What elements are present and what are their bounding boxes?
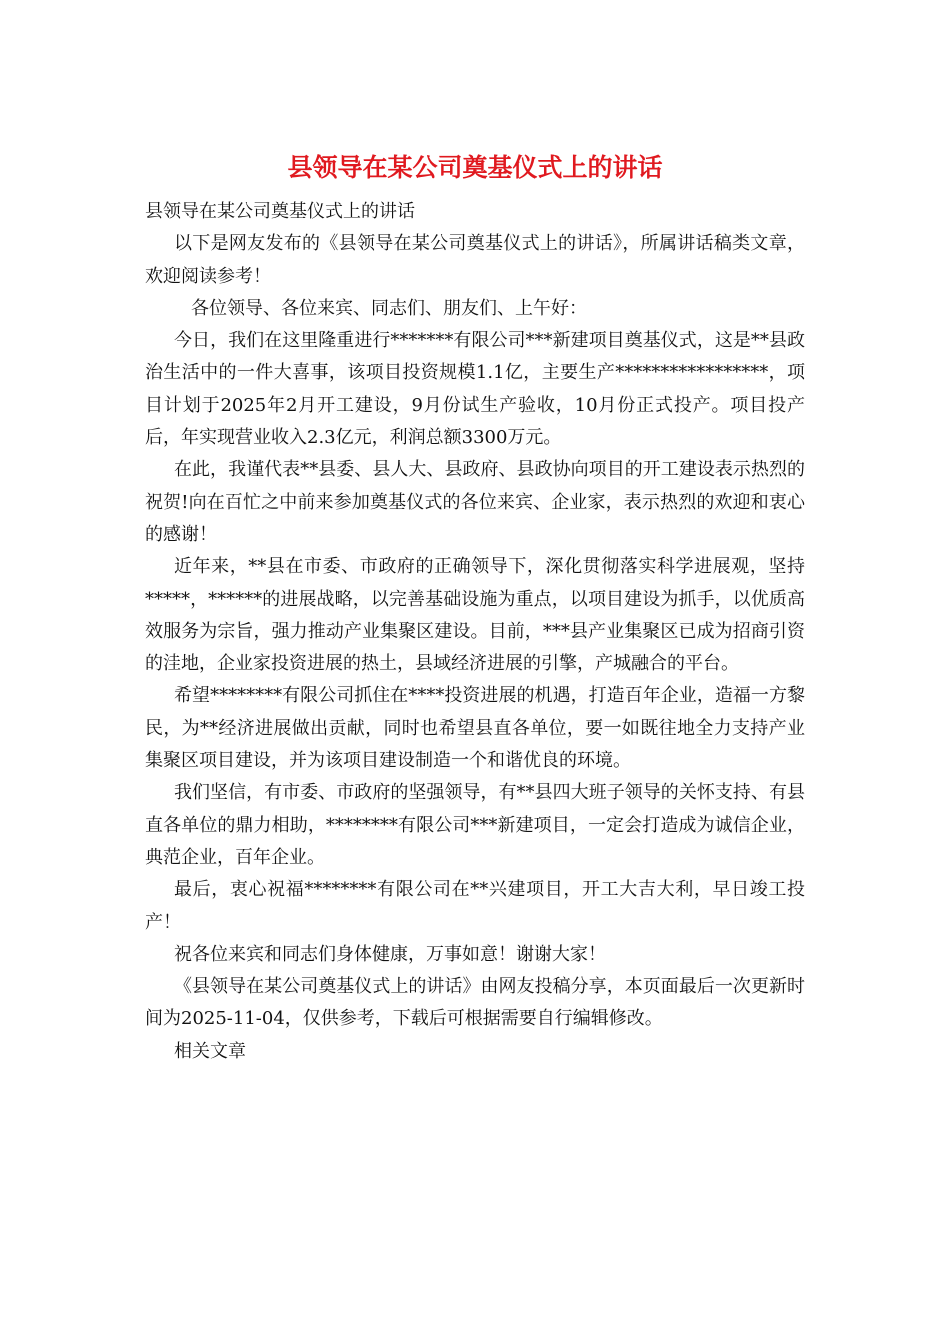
body-paragraph: 今日，我们在这里隆重进行*******有限公司***新建项目奠基仪式，这是**县政治生活中的一件大喜事，该项目投资规模1.1亿，主要生产*****************，项目计划于2025年2月开工建设，9月份试生产验收，10月份正式投产。项目投产后，年实现营业收入2.3亿元，利润总额3300万元。 <box>145 330 805 449</box>
document-subtitle: 县领导在某公司奠基仪式上的讲话 <box>145 201 415 222</box>
body-paragraph: 近年来，**县在市委、市政府的正确领导下，深化贯彻落实科学进展观，坚持*****，******的进展战略，以完善基础设施为重点，以项目建设为抓手，以优质高效服务为宗旨，强力推动产业集聚区建设。目前，***县产业集聚区已成为招商引资的洼地，企业家投资进展的热土，县域经济进展的引擎，产城融合的平台。 <box>145 556 805 675</box>
body-paragraph: 在此，我谨代表**县委、县人大、县政府、县政协向项目的开工建设表示热烈的祝贺!向在百忙之中前来参加奠基仪式的各位来宾、企业家，表示热烈的欢迎和衷心的感谢！ <box>145 459 805 545</box>
body-paragraph: 我们坚信，有市委、市政府的坚强领导，有**县四大班子领导的关怀支持、有县直各单位的鼎力相助，********有限公司***新建项目，一定会打造成为诚信企业，典范企业，百年企业。 <box>145 782 805 868</box>
body-paragraph: 希望********有限公司抓住在****投资进展的机遇，打造百年企业，造福一方黎民，为**经济进展做出贡献，同时也希望县直各单位，要一如既往地全力支持产业集聚区项目建设，并为该项目建设制造一个和谐优良的环境。 <box>145 685 805 772</box>
document-body <box>145 196 805 1068</box>
related-articles-link[interactable]: 相关文章 <box>174 1040 246 1062</box>
footer-note: 《县领导在某公司奠基仪式上的讲话》由网友投稿分享，本页面最后一次更新时间为2025-11-04，仅供参考，下载后可根据需要自行编辑修改。 <box>145 976 805 1030</box>
document-title: 县领导在某公司奠基仪式上的讲话 <box>287 153 663 182</box>
closing-paragraph: 祝各位来宾和同志们身体健康，万事如意！谢谢大家！ <box>174 943 606 965</box>
body-paragraph: 最后，衷心祝福********有限公司在**兴建项目，开工大吉大利，早日竣工投产！ <box>145 879 805 933</box>
intro-paragraph: 以下是网友发布的《县领导在某公司奠基仪式上的讲话》，所属讲话稿类文章，欢迎阅读参考！ <box>145 233 805 287</box>
greeting-line: 各位领导、各位来宾、同志们、朋友们、上午好： <box>191 297 587 319</box>
